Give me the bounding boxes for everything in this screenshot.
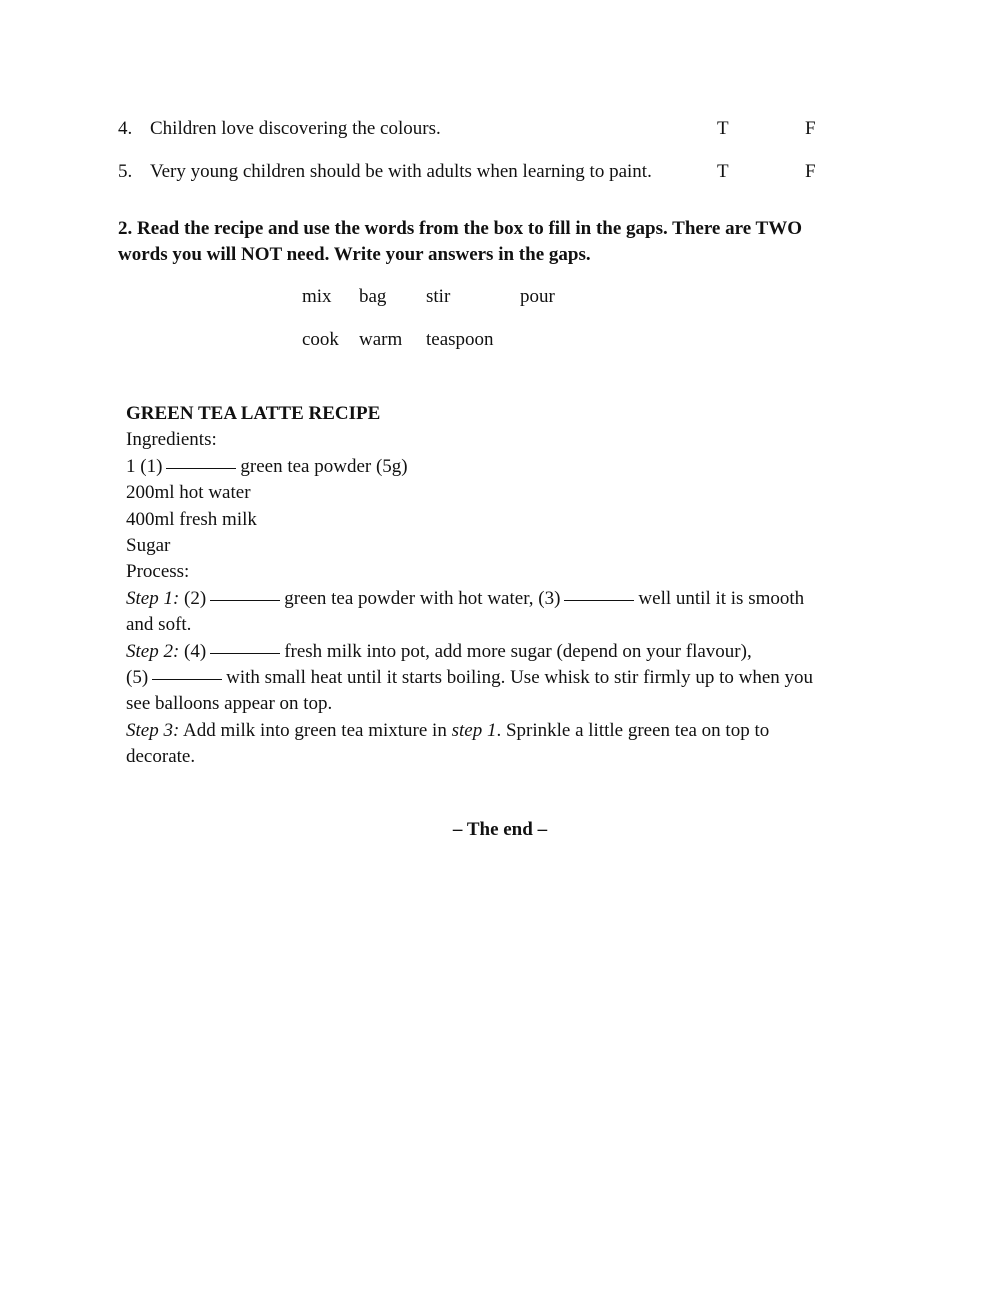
tf-question-4 — [118, 116, 838, 142]
step-3 — [126, 718, 886, 771]
instructions-line-1: 2. Read the recipe and use the words from the box to fill in the gaps. There are TWO — [118, 218, 802, 239]
gap-3-blank[interactable] — [564, 599, 634, 601]
ingredient-text: green tea powder (5g) — [240, 455, 408, 477]
step-2 — [126, 639, 886, 718]
gap-4-blank[interactable] — [210, 652, 280, 654]
step-reference: step 1 — [451, 719, 497, 741]
gap-number: (5) — [126, 667, 149, 689]
false-option[interactable]: F — [805, 161, 816, 182]
word-box-item: warm — [359, 329, 403, 350]
word-box-item: cook — [302, 329, 339, 350]
step-text: fresh milk into pot, add more sugar (depend on your flavour), — [284, 640, 752, 662]
step-text: see balloons appear on top. — [126, 693, 333, 715]
ingredient-2: 200ml hot water — [126, 482, 251, 504]
word-box-item: bag — [359, 286, 387, 307]
step-text: with small heat until it starts boiling. Use whisk to stir firmly up to when you — [226, 667, 814, 689]
step-label: Step 3: — [126, 719, 180, 741]
gap-number: 1 (1) — [126, 455, 163, 477]
step-label: Step 1: — [126, 587, 180, 609]
word-box-item: stir — [426, 286, 451, 307]
section-2-instructions — [118, 216, 898, 268]
instructions-line-2: words you will NOT need. Write your answers in the gaps. — [118, 244, 591, 265]
gap-2-blank[interactable] — [210, 599, 280, 601]
step-text: and soft. — [126, 614, 192, 636]
question-number: 5. — [118, 161, 133, 182]
gap-number: (2) — [184, 587, 207, 609]
tf-question-5 — [118, 159, 838, 185]
recipe-title: GREEN TEA LATTE RECIPE — [126, 403, 381, 424]
step-text: decorate. — [126, 746, 196, 768]
step-text: Add milk into green tea mixture in — [183, 719, 447, 741]
gap-1-blank[interactable] — [166, 467, 236, 469]
step-text: . Sprinkle a little green tea on top to — [496, 719, 770, 741]
end-marker: – The end – — [452, 819, 548, 840]
question-text: Children love discovering the colours. — [150, 118, 441, 139]
gap-5-blank[interactable] — [152, 678, 222, 680]
step-text: well until it is smooth — [638, 587, 805, 609]
gap-number: (4) — [184, 640, 207, 662]
true-option[interactable]: T — [717, 118, 729, 139]
word-box-item: pour — [520, 286, 555, 307]
word-box-item: teaspoon — [426, 329, 494, 350]
word-box-item: mix — [302, 286, 332, 307]
true-option[interactable]: T — [717, 161, 729, 182]
step-1 — [126, 586, 886, 639]
ingredient-4: Sugar — [126, 535, 171, 557]
question-text: Very young children should be with adults when learning to paint. — [150, 161, 652, 182]
step-text: green tea powder with hot water, (3) — [284, 587, 561, 609]
recipe — [126, 401, 886, 771]
ingredient-3: 400ml fresh milk — [126, 508, 257, 530]
process-label: Process: — [126, 561, 190, 583]
step-label: Step 2: — [126, 640, 180, 662]
false-option[interactable]: F — [805, 118, 816, 139]
question-number: 4. — [118, 118, 133, 139]
ingredient-1 — [126, 454, 886, 480]
ingredients-label: Ingredients: — [126, 429, 217, 451]
